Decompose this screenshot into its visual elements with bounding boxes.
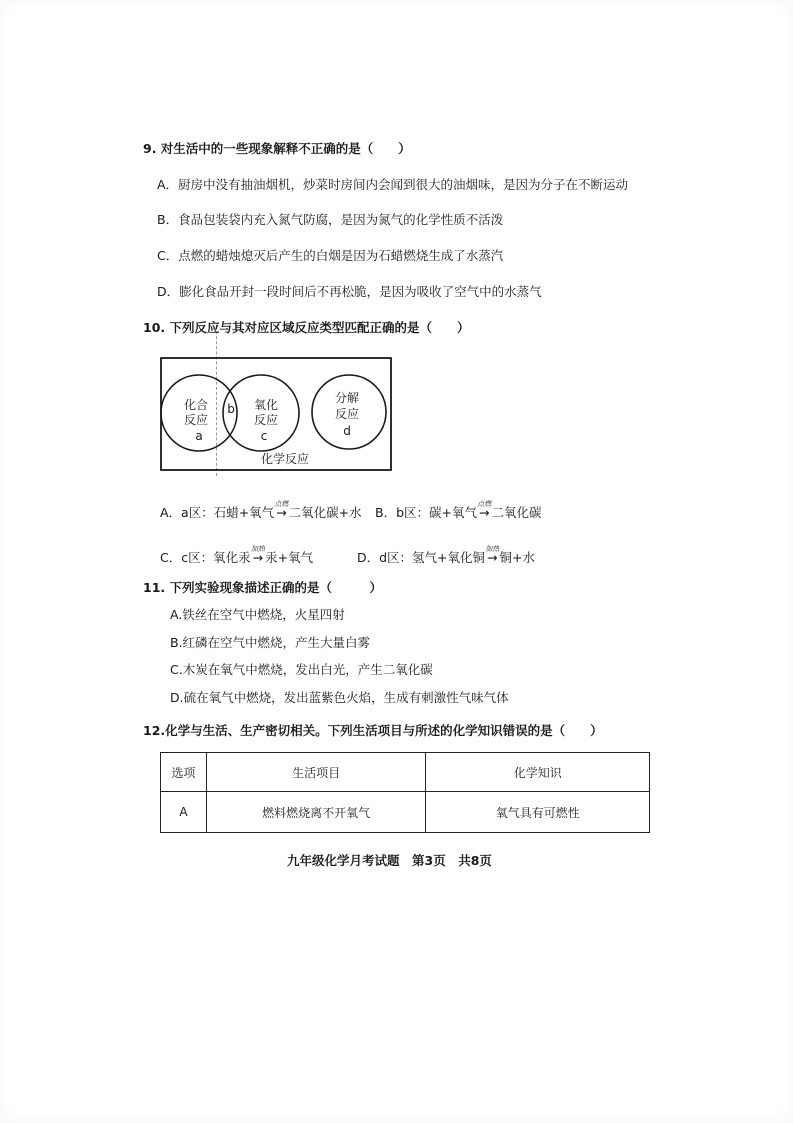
- venn-c2-line1: 氧化: [253, 398, 279, 412]
- q12-stem: 12.化学与生活、生产密切相关。下列生活项目与所述的化学知识错误的是（ ）: [143, 723, 603, 738]
- q10-option-a: [160, 500, 362, 521]
- q10-stem: 10. 下列反应与其对应区域反应类型匹配正确的是（ ）: [143, 320, 470, 335]
- q10-option-c: [160, 545, 314, 566]
- q10-b-prefix: B．b区：碳+氧气: [375, 505, 477, 520]
- table-header-life-item: 生活项目: [206, 753, 426, 792]
- table-cell-life-item: 燃料燃烧离不开氧气: [206, 792, 426, 833]
- q10-b-condition: 点燃: [477, 500, 492, 508]
- table-cell-option: A: [161, 792, 207, 833]
- q10-d-prefix: D．d区：氢气+氧化铜: [357, 550, 486, 565]
- venn-diagram: [160, 357, 392, 471]
- venn-region-d: d: [343, 424, 351, 438]
- q11-option-c: C.木炭在氧气中燃烧，发出白光，产生二氧化碳: [170, 662, 433, 677]
- venn-c3-line1: 分解: [334, 391, 360, 405]
- q10-c-condition: 加热: [250, 545, 265, 553]
- reaction-arrow: [477, 500, 492, 521]
- q11-option-a: A.铁丝在空气中燃烧，火星四射: [170, 607, 345, 622]
- arrow-glyph: →: [487, 550, 498, 565]
- q9-option-c: C．点燃的蜡烛熄灭后产生的白烟是因为石蜡燃烧生成了水蒸汽: [157, 248, 504, 263]
- q11-stem: 11. 下列实验现象描述正确的是（ ）: [143, 580, 382, 595]
- q10-a-suffix: 二氧化碳+水: [288, 505, 362, 520]
- reaction-arrow: [485, 545, 500, 566]
- q9-option-d: D．膨化食品开封一段时间后不再松脆，是因为吸收了空气中的水蒸气: [157, 284, 542, 299]
- venn-region-b: b: [227, 402, 235, 416]
- arrow-glyph: →: [478, 505, 490, 520]
- table-header-option: 选项: [161, 753, 207, 792]
- venn-c1-line1: 化合: [183, 398, 209, 412]
- reaction-arrow: [274, 500, 289, 521]
- q10-option-d: [357, 545, 536, 566]
- venn-region-a: a: [195, 429, 203, 443]
- q10-b-suffix: 二氧化碳: [491, 505, 542, 520]
- q10-d-suffix: 铜+水: [499, 550, 536, 565]
- venn-region-c: c: [260, 429, 268, 443]
- q10-option-b: [375, 500, 542, 521]
- q10-a-prefix: A．a区：石蜡+氧气: [160, 505, 275, 520]
- table-header-chem-knowledge: 化学知识: [426, 753, 650, 792]
- q9-stem: 9. 对生活中的一些现象解释不正确的是（ ）: [143, 141, 411, 156]
- q10-c-suffix: 汞+氧气: [265, 550, 314, 565]
- venn-c1-line2: 反应: [183, 413, 209, 427]
- q10-a-condition: 点燃: [274, 500, 289, 508]
- table-cell-chem-knowledge: 氧气具有可燃性: [426, 792, 650, 833]
- q12-table: [160, 752, 650, 833]
- venn-box-label: 化学反应: [260, 452, 310, 466]
- q9-option-b: B．食品包装袋内充入氮气防腐，是因为氮气的化学性质不活泼: [157, 212, 504, 227]
- arrow-glyph: →: [276, 505, 287, 520]
- q10-c-prefix: C．c区：氧化汞: [160, 550, 251, 565]
- q11-option-d: D.硫在氧气中燃烧，发出蓝紫色火焰，生成有刺激性气味气体: [170, 690, 509, 705]
- venn-c3-line2: 反应: [334, 407, 360, 421]
- page-footer: 九年级化学月考试题 第3页 共8页: [287, 853, 492, 868]
- q9-option-a: A．厨房中没有抽油烟机，炒菜时房间内会闻到很大的油烟味，是因为分子在不断运动: [157, 177, 629, 192]
- q10-d-condition: 加热: [485, 545, 500, 553]
- q11-option-b: B.红磷在空气中燃烧，产生大量白雾: [170, 635, 371, 650]
- arrow-glyph: →: [252, 550, 264, 565]
- table-header-row: [161, 753, 650, 792]
- table-row: [161, 792, 650, 833]
- venn-c2-line2: 反应: [253, 413, 279, 427]
- reaction-arrow: [250, 545, 265, 566]
